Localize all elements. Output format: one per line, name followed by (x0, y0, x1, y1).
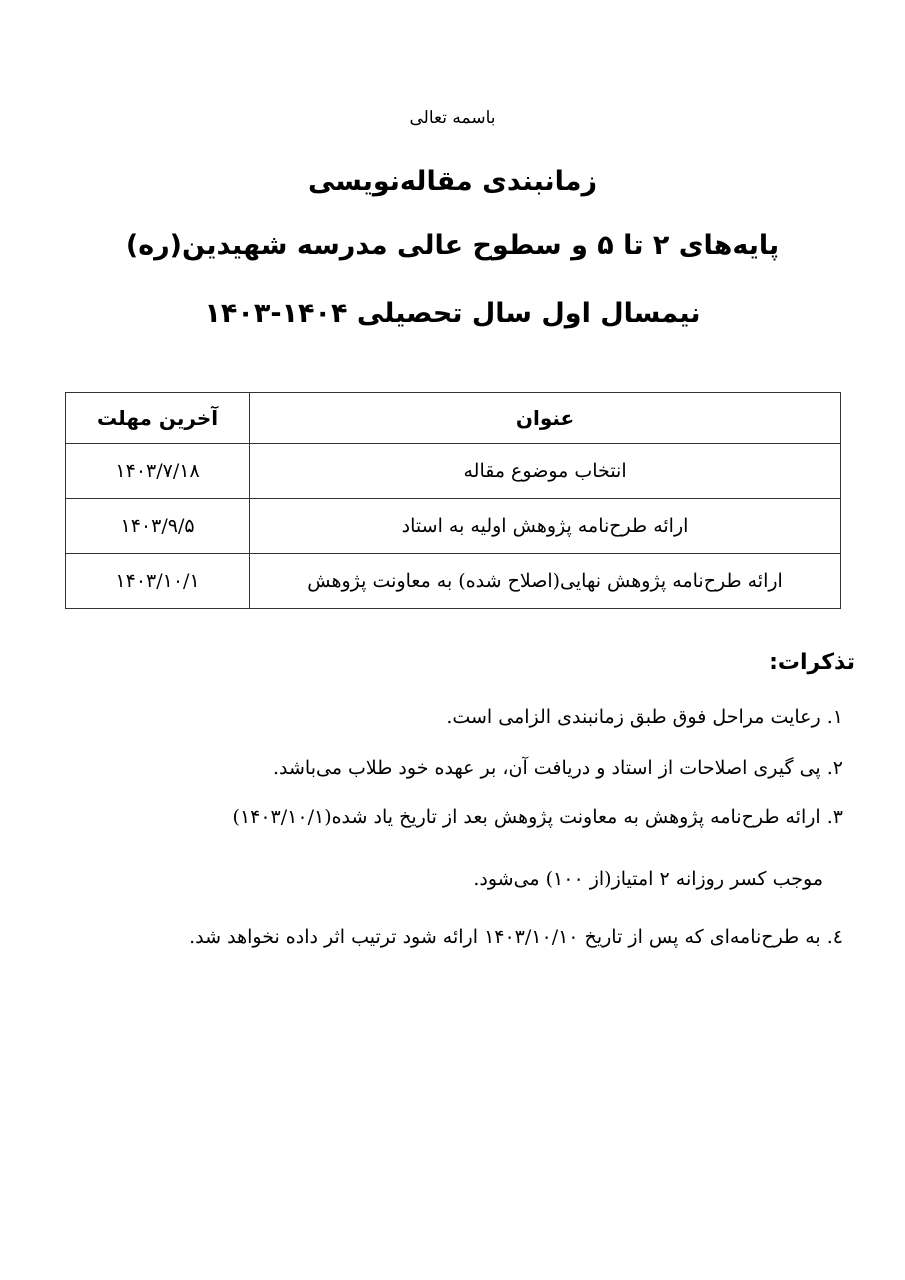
column-header-deadline: آخرین مهلت (66, 393, 250, 444)
table-row (66, 444, 841, 499)
table-header-row (66, 393, 841, 444)
note-item: ۱. رعایت مراحل فوق طبق زمانبندی الزامی است. (446, 706, 843, 728)
invocation-text: باسمه تعالی (409, 108, 496, 128)
table-row (66, 554, 841, 609)
table-row (66, 499, 841, 554)
row-deadline: ۱۴۰۳/۹/۵ (66, 499, 250, 554)
row-deadline: ۱۴۰۳/۷/۱۸ (66, 444, 250, 499)
column-header-title: عنوان (250, 393, 841, 444)
notes-heading: تذکرات: (769, 650, 855, 675)
note-item: ۳. ارائه طرح‌نامه پژوهش به معاونت پژوهش بعد از تاریخ یاد شده(۱۴۰۳/۱۰/۱) (232, 806, 843, 828)
row-title: انتخاب موضوع مقاله (250, 444, 841, 499)
document-semester: نیمسال اول سال تحصیلی ۱۴۰۴-۱۴۰۳ (204, 298, 701, 329)
note-item: ٤. به طرح‌نامه‌ای که پس از تاریخ ۱۴۰۳/۱۰/۱۰ ارائه شود ترتیب اثر داده نخواهد شد. (189, 926, 843, 948)
note-item: ۲. پی گیری اصلاحات از استاد و دریافت آن، بر عهده خود طلاب می‌باشد. (272, 757, 843, 779)
document-title: زمانبندی مقاله‌نویسی (307, 166, 598, 197)
note-item-continuation: موجب کسر روزانه ۲ امتیاز(از ۱۰۰) می‌شود. (473, 868, 823, 890)
row-title: ارائه طرح‌نامه پژوهش نهایی(اصلاح شده) به معاونت پژوهش (250, 554, 841, 609)
schedule-table (65, 392, 841, 609)
document-subtitle: پایه‌های ۲ تا ۵ و سطوح عالی مدرسه شهیدین(ره) (125, 230, 780, 261)
row-deadline: ۱۴۰۳/۱۰/۱ (66, 554, 250, 609)
row-title: ارائه طرح‌نامه پژوهش اولیه به استاد (250, 499, 841, 554)
